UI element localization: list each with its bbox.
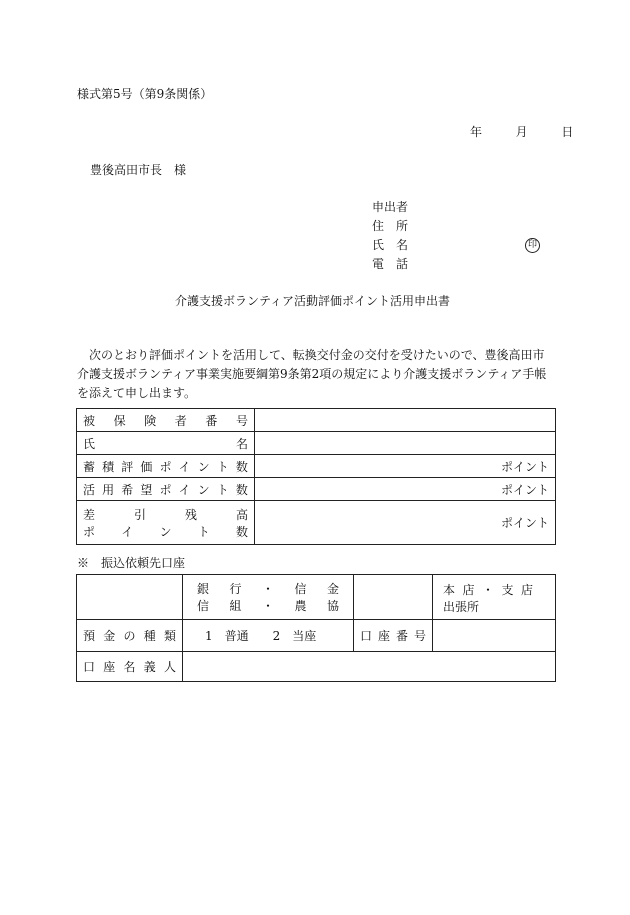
label-char: の [123,629,136,643]
label-char: 金 [326,582,339,596]
label-char: 店 [462,583,475,597]
value-deposit-type: 1 普通 2 当座 [183,620,354,652]
label-char: 口 [360,629,373,643]
label-char: 高 [235,507,248,522]
value-remaining-points[interactable] [255,501,556,545]
label-char: イ [121,524,134,539]
value-name[interactable] [255,432,556,455]
empty-cell [77,575,183,620]
label-char: 評 [121,459,134,474]
label-char: 積 [102,459,115,474]
label-char: ・ [261,599,274,613]
body-paragraph: 次のとおり評価ポイントを活用して、転換交付金の交付を受けたいので、豊後高田市介護支援ボランティア事業実施要綱第9条第2項の規定により介護支援ボランティア手帳を添えて申し出ます。 [77,348,547,400]
label-char: 義 [143,660,156,674]
addressee: 豊後高田市長 様 [90,163,187,177]
document-title: 介護支援ボランティア活動評価ポイント活用申出書 [175,294,451,308]
label-char: 支 [501,583,514,597]
label-char: 残 [184,507,197,522]
date-day: 日 [561,125,574,139]
label-char: ポ [159,459,172,474]
label-char: 信 [197,599,210,613]
applicant-name-label: 氏 名 [372,238,409,252]
points-table [76,408,556,545]
label-char: 望 [140,482,153,497]
label-char: 番 [205,413,218,428]
label-accumulated-points [77,455,255,478]
label-char: 引 [133,507,146,522]
label-char: 座 [377,629,390,643]
label-deposit-type [77,620,183,652]
applicant-address-label: 住 所 [372,219,409,233]
label-desired-points [77,478,255,501]
bank-type-cell [183,575,354,620]
value-desired-points[interactable] [255,478,556,501]
label-char: 名 [235,436,248,451]
value-insured-number[interactable] [255,409,556,432]
label-char: ポ [83,524,96,539]
label-char: 被 [83,413,96,428]
label-char: 人 [163,660,176,674]
applicant-phone-label: 電 話 [372,257,409,271]
label-char: 銀 [197,582,210,596]
label-char: 座 [103,660,116,674]
seal-mark: 印 [525,236,540,253]
branch-line2: 出張所 [443,600,480,614]
label-name [77,432,255,455]
label-char: 信 [294,582,307,596]
value-account-number[interactable] [433,620,556,652]
label-char: 農 [294,599,307,613]
label-char: 用 [102,482,115,497]
label-char: 金 [103,629,116,643]
label-char: 差 [83,507,96,522]
label-char: ト [197,524,210,539]
form-number: 様式第5号（第9条関係） [77,87,213,101]
unit-label: ポイント [500,482,549,497]
label-insured-number [77,409,255,432]
date-month: 月 [515,125,528,139]
applicant-heading: 申出者 [372,200,409,214]
label-char: 希 [121,482,134,497]
label-char: 種 [143,629,156,643]
label-char: 番 [395,629,408,643]
label-char: 協 [326,599,339,613]
label-char: 本 [443,583,456,597]
bank-name-cell[interactable] [354,575,433,620]
label-char: 類 [163,629,176,643]
label-char: ン [159,524,172,539]
label-char: 数 [235,459,248,474]
label-char: 名 [123,660,136,674]
label-char: 氏 [83,436,96,451]
date-line [470,123,573,140]
date-year: 年 [470,125,483,139]
label-char: 数 [235,524,248,539]
unit-label: ポイント [500,516,549,530]
account-note: ※ 振込依頼先口座 [77,556,186,570]
label-char: 数 [235,482,248,497]
value-account-holder[interactable] [183,652,556,682]
label-char: イ [178,459,191,474]
label-char: ン [197,482,210,497]
label-char: ・ [261,582,274,596]
label-char: 預 [83,629,96,643]
label-account-holder [77,652,183,682]
unit-label: ポイント [500,459,549,474]
label-char: 行 [229,582,242,596]
label-char: 口 [83,660,96,674]
label-char: イ [178,482,191,497]
label-char: 組 [229,599,242,613]
label-char: ト [216,482,229,497]
label-char: 価 [140,459,153,474]
account-table [76,574,556,682]
value-accumulated-points[interactable] [255,455,556,478]
label-char: ポ [159,482,172,497]
label-char: 号 [413,629,426,643]
label-char: 蓄 [83,459,96,474]
label-char: ン [197,459,210,474]
label-char: 者 [174,413,187,428]
label-char: 号 [235,413,248,428]
label-char: 店 [520,583,533,597]
label-char: 活 [83,482,96,497]
label-account-number [354,620,433,652]
label-char: 保 [113,413,126,428]
branch-type-cell [433,575,556,620]
label-char: ト [216,459,229,474]
label-char: ・ [481,583,494,597]
label-char: 険 [144,413,157,428]
label-remaining-points [77,501,255,545]
